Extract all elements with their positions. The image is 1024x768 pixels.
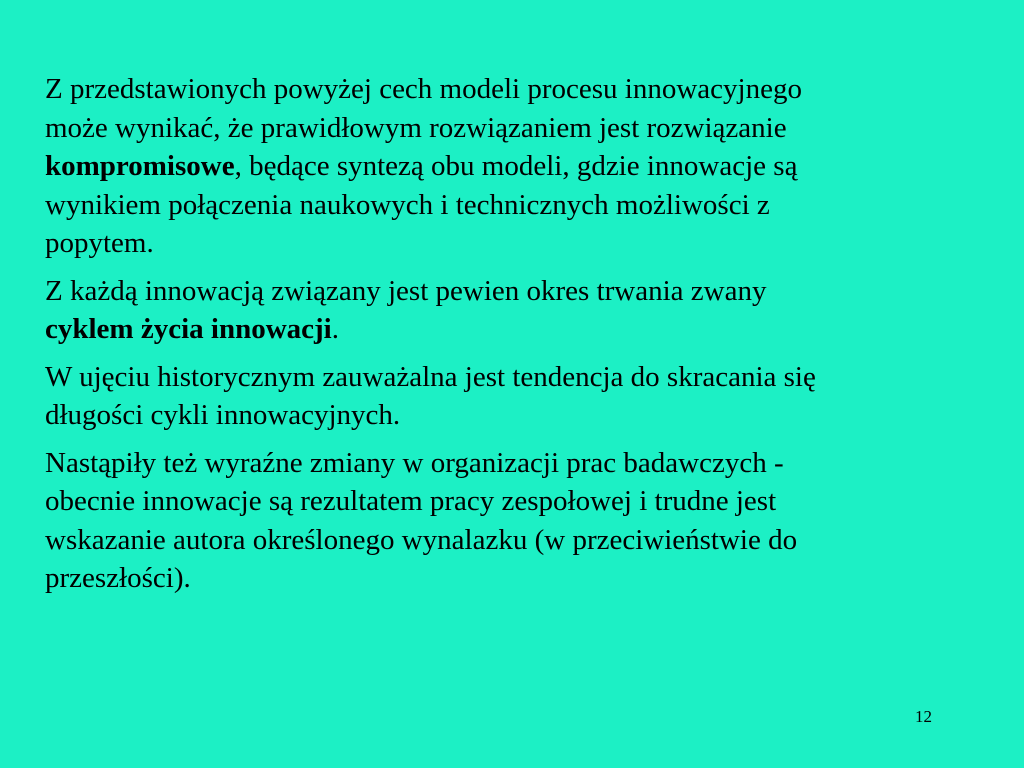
text-line: Z przedstawionych powyżej cech modeli procesu innowacyjnego [45, 73, 802, 105]
paragraph-historical-trend [45, 358, 985, 435]
text-run: . [331, 313, 339, 345]
paragraph-compromise [45, 70, 985, 263]
emphasis-kompromisowe: kompromisowe [45, 150, 235, 182]
text-run: , będące syntezą obu modeli, gdzie innowacje są [234, 150, 798, 182]
slide-body [45, 70, 985, 607]
text-line: obecnie innowacje są rezultatem pracy zespołowej i trudne jest [45, 485, 777, 517]
text-line: W ujęciu historycznym zauważalna jest tendencja do skracania się [45, 360, 816, 393]
text-line: długości cykli innowacyjnych. [45, 399, 401, 431]
text-line: Nastąpiły też wyraźne zmiany w organizacji prac badawczych - [45, 446, 784, 479]
text-line: wskazanie autora określonego wynalazku (w przeciwieństwie do [45, 523, 798, 556]
paragraph-life-cycle [45, 272, 985, 349]
text-line: Z każdą innowacją związany jest pewien okres trwania zwany [45, 274, 767, 307]
paragraph-organization-changes [45, 444, 985, 598]
text-line: może wynikać, że prawidłowym rozwiązaniem jest rozwiązanie [45, 111, 787, 144]
text-line [45, 310, 985, 349]
text-line [45, 147, 985, 186]
text-line: przeszłości). [45, 562, 191, 594]
page-number: 12 [915, 707, 932, 726]
text-line: popytem. [45, 227, 154, 259]
text-line: wynikiem połączenia naukowych i technicznych możliwości z [45, 188, 770, 221]
emphasis-cycle: cyklem życia innowacji [45, 313, 332, 345]
